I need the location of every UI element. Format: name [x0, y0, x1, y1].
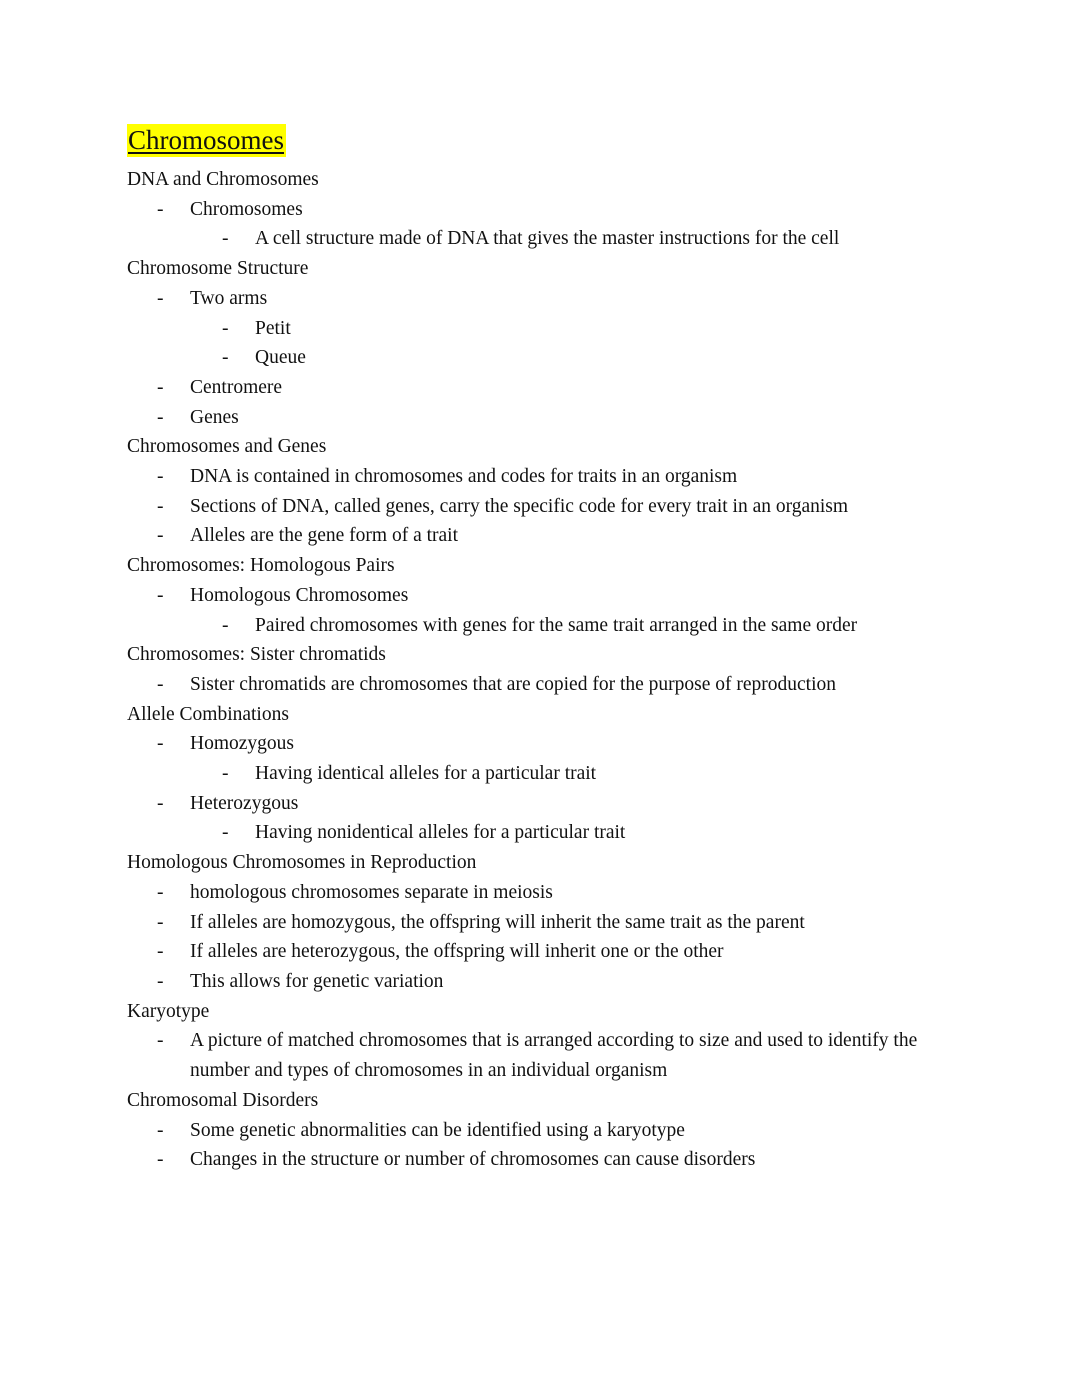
dash-bullet: -: [157, 198, 164, 220]
bullet-item: [127, 611, 963, 641]
section-heading: [127, 432, 963, 462]
dash-bullet: -: [222, 228, 229, 250]
dash-bullet: -: [157, 525, 164, 547]
section-heading: [127, 640, 963, 670]
dash-bullet: -: [157, 733, 164, 755]
bullet-item: [127, 1116, 963, 1146]
bullet-text: If alleles are heterozygous, the offspring will inherit one or the other: [190, 941, 724, 963]
dash-bullet: -: [157, 1119, 164, 1141]
bullet-text: Heterozygous: [190, 792, 299, 814]
dash-bullet: -: [157, 911, 164, 933]
bullet-text: Petit: [255, 317, 291, 339]
bullet-item: [127, 403, 963, 433]
bullet-item: [127, 492, 963, 522]
bullet-item: [127, 818, 963, 848]
bullet-item: [127, 195, 963, 225]
dash-bullet: -: [157, 792, 164, 814]
bullet-text: Sections of DNA, called genes, carry the specific code for every trait in an organism: [190, 495, 849, 517]
section-heading: [127, 848, 963, 878]
heading-text: Chromosomes: Homologous Pairs: [127, 555, 395, 577]
dash-bullet: -: [157, 287, 164, 309]
dash-bullet: -: [222, 763, 229, 785]
dash-bullet: -: [157, 376, 164, 398]
section-heading: [127, 165, 963, 195]
bullet-text: Having identical alleles for a particular trait: [255, 763, 597, 785]
section-heading: [127, 1086, 963, 1116]
bullet-item: [127, 908, 963, 938]
document-content: [127, 122, 963, 1175]
bullet-text: A picture of matched chromosomes that is arranged according to size and used to identify the number and types of chromosomes in an individual organism: [190, 1030, 918, 1082]
section-heading: [127, 997, 963, 1027]
bullet-item: [127, 967, 963, 997]
dash-bullet: -: [222, 822, 229, 844]
bullet-text: Two arms: [190, 287, 268, 309]
document-title: Chromosomes: [128, 125, 285, 155]
bullet-text: Centromere: [190, 376, 283, 398]
bullet-item: [127, 1145, 963, 1175]
bullet-text: Queue: [255, 347, 306, 369]
document-title-line: [127, 122, 963, 158]
bullet-text: Sister chromatids are chromosomes that are copied for the purpose of reproduction: [190, 673, 837, 695]
bullet-text: Some genetic abnormalities can be identified using a karyotype: [190, 1119, 685, 1141]
heading-text: Chromosomes: Sister chromatids: [127, 644, 386, 666]
bullet-text: Homozygous: [190, 733, 294, 755]
heading-text: Allele Combinations: [127, 703, 289, 725]
bullet-item: [127, 937, 963, 967]
bullet-item: [127, 878, 963, 908]
bullet-item: [127, 729, 963, 759]
document-lines: [127, 165, 963, 1175]
bullet-item: [127, 284, 963, 314]
dash-bullet: -: [157, 406, 164, 428]
bullet-item: [127, 759, 963, 789]
bullet-item: [127, 1026, 963, 1085]
dash-bullet: -: [157, 1030, 164, 1052]
heading-text: Chromosomes and Genes: [127, 436, 327, 458]
dash-bullet: -: [222, 317, 229, 339]
heading-text: Chromosomal Disorders: [127, 1089, 319, 1111]
bullet-item: [127, 343, 963, 373]
dash-bullet: -: [157, 673, 164, 695]
bullet-text: Having nonidentical alleles for a particular trait: [255, 822, 626, 844]
section-heading: [127, 254, 963, 284]
dash-bullet: -: [157, 1149, 164, 1171]
bullet-text: Genes: [190, 406, 239, 428]
bullet-text: homologous chromosomes separate in meiosis: [190, 881, 553, 903]
heading-text: DNA and Chromosomes: [127, 169, 319, 190]
heading-text: Karyotype: [127, 1000, 210, 1022]
bullet-text: A cell structure made of DNA that gives the master instructions for the cell: [255, 228, 840, 250]
heading-text: Homologous Chromosomes in Reproduction: [127, 852, 477, 874]
dash-bullet: -: [157, 941, 164, 963]
dash-bullet: -: [222, 347, 229, 369]
section-heading: [127, 551, 963, 581]
bullet-text: This allows for genetic variation: [190, 970, 444, 992]
bullet-text: Changes in the structure or number of chromosomes can cause disorders: [190, 1149, 756, 1171]
dash-bullet: -: [157, 466, 164, 488]
dash-bullet: -: [157, 881, 164, 903]
bullet-item: [127, 373, 963, 403]
heading-text: Chromosome Structure: [127, 258, 309, 280]
bullet-item: [127, 462, 963, 492]
dash-bullet: -: [157, 970, 164, 992]
bullet-text: Paired chromosomes with genes for the same trait arranged in the same order: [255, 614, 858, 636]
bullet-item: [127, 789, 963, 819]
bullet-item: [127, 670, 963, 700]
bullet-text: If alleles are homozygous, the offspring will inherit the same trait as the parent: [190, 911, 805, 933]
dash-bullet: -: [222, 614, 229, 636]
bullet-item: [127, 581, 963, 611]
bullet-item: [127, 224, 963, 254]
bullet-text: Alleles are the gene form of a trait: [190, 525, 459, 547]
bullet-item: [127, 314, 963, 344]
bullet-text: Homologous Chromosomes: [190, 584, 409, 606]
dash-bullet: -: [157, 495, 164, 517]
bullet-item: [127, 521, 963, 551]
section-heading: [127, 700, 963, 730]
bullet-text: DNA is contained in chromosomes and codes for traits in an organism: [190, 466, 738, 488]
bullet-text: Chromosomes: [190, 198, 303, 220]
dash-bullet: -: [157, 584, 164, 606]
